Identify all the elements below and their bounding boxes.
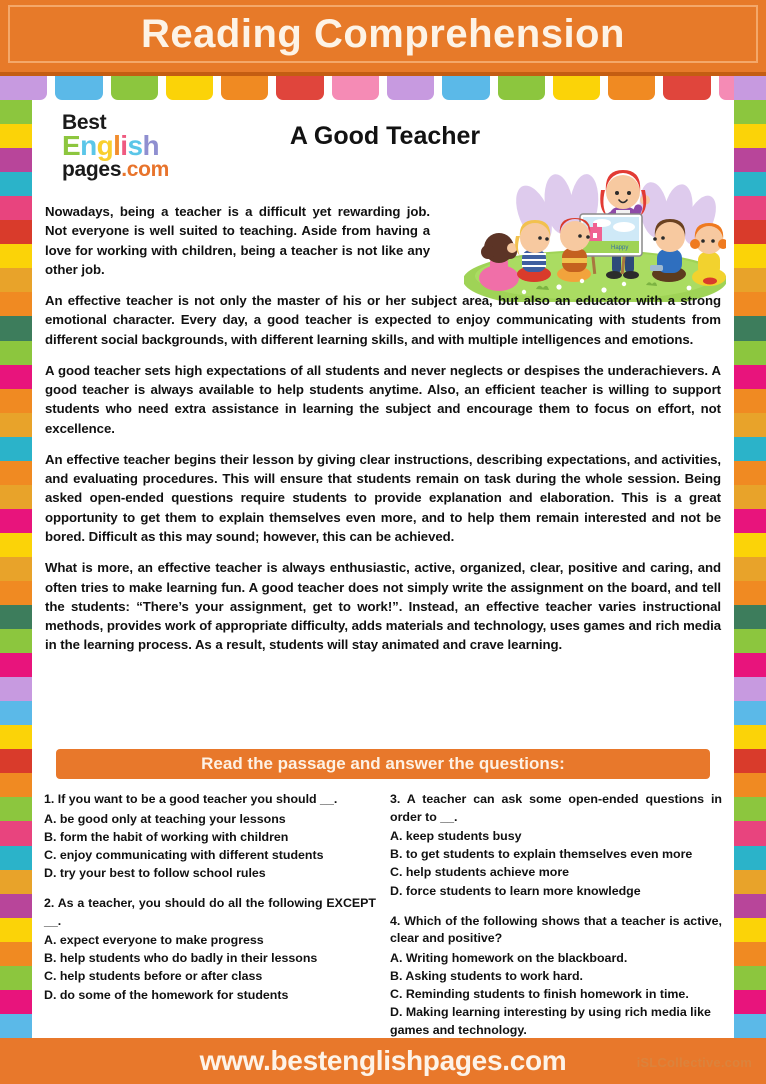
answer-option[interactable]: B. Asking students to work hard. [390,968,583,983]
decor-strip-band-9 [734,292,766,316]
passage-body [45,202,721,667]
decor-strip-band-23 [734,629,766,653]
decor-strip-band-26 [734,701,766,725]
answer-option[interactable]: A. keep students busy [390,829,522,844]
decor-strip-band-31 [734,821,766,845]
questions-section [44,791,722,1052]
logo-letter-4: i [120,130,128,161]
decor-strip-band-4 [734,172,766,196]
question-block-3 [390,791,722,900]
watermark-text: iSLCollective.com [636,1055,752,1070]
decor-strip-band-4 [0,172,32,196]
decor-strip-band-28 [0,749,32,773]
instruction-text: Read the passage and answer the questions: [201,754,565,773]
header-band [0,0,766,72]
decor-strip-band-16 [734,461,766,485]
decor-strip-band-12 [0,365,32,389]
answer-option[interactable]: D. try your best to follow school rules [44,865,266,880]
right-color-strip [734,76,766,1038]
decor-strip-band-19 [0,533,32,557]
answer-option[interactable]: C. Reminding students to finish homework in time. [390,987,689,1002]
question-block-1 [44,791,376,882]
logo-pages-text: pages [62,158,122,181]
answer-option[interactable]: C. help students before or after class [44,969,263,984]
decor-strip-band-22 [734,605,766,629]
decor-tab-4 [221,76,268,100]
questions-column-right [390,791,722,1052]
question-block-2 [44,895,376,1004]
decor-tab-6 [332,76,379,100]
decor-strip-band-8 [0,268,32,292]
decor-strip-band-30 [734,797,766,821]
decor-strip-band-7 [734,244,766,268]
logo-line-english [62,132,212,160]
decor-strip-band-39 [734,1014,766,1038]
answer-option[interactable]: B. form the habit of working with children [44,829,289,844]
decor-strip-band-6 [0,220,32,244]
decor-strip-band-28 [734,749,766,773]
answer-option[interactable]: A. Writing homework on the blackboard. [390,950,628,965]
decor-strip-band-0 [0,76,32,100]
decor-strip-band-24 [0,653,32,677]
decor-strip-band-1 [734,100,766,124]
content-area [40,104,726,1038]
passage-paragraph-5: What is more, an effective teacher is always enthusiastic, active, organized, clear, positive and caring, and often tries to make learning fun. A good teacher does not simply write the assignment on the board, and tell the students: “There’s your assignment, get to work!”. Instead, an effective teacher varies instructional methods, provides work of appropriate difficulty, adds materials and technology, uses games and rich media in the learning process. As a result, students will stay animated and crave learning. [45,560,721,653]
answer-option[interactable]: D. Making learning interesting by using rich media like games and technology. [390,1005,711,1038]
decor-strip-band-38 [0,990,32,1014]
logo-letter-5: s [127,130,143,161]
decor-tab-9 [498,76,545,100]
left-color-strip [0,76,32,1038]
decor-strip-band-38 [734,990,766,1014]
decor-strip-band-22 [0,605,32,629]
decor-strip-band-20 [734,557,766,581]
decor-strip-band-32 [0,846,32,870]
brand-logo [62,112,212,180]
decor-strip-band-17 [734,485,766,509]
decorative-tab-row [0,76,766,104]
decor-strip-band-35 [734,918,766,942]
decor-strip-band-7 [0,244,32,268]
decor-strip-band-14 [0,413,32,437]
decor-strip-band-11 [734,341,766,365]
answer-option[interactable]: D. do some of the homework for students [44,987,289,1002]
decor-strip-band-25 [734,677,766,701]
decor-strip-band-34 [734,894,766,918]
decor-strip-band-33 [734,870,766,894]
footer-band [0,1038,766,1084]
decor-strip-band-13 [0,389,32,413]
decor-strip-band-27 [734,725,766,749]
decor-strip-band-6 [734,220,766,244]
decor-strip-band-30 [0,797,32,821]
decor-strip-band-9 [0,292,32,316]
decor-strip-band-2 [0,124,32,148]
decor-strip-band-19 [734,533,766,557]
decor-tab-5 [276,76,323,100]
header-inner-frame [8,5,758,63]
svg-text:Happy: Happy [611,245,629,251]
decor-tab-11 [608,76,655,100]
decor-strip-band-24 [734,653,766,677]
decor-strip-band-14 [734,413,766,437]
decor-strip-band-11 [0,341,32,365]
decor-strip-band-21 [0,581,32,605]
decor-strip-band-12 [734,365,766,389]
answer-option[interactable]: B. to get students to explain themselves even more [390,847,693,862]
logo-line-pages [62,159,212,180]
decor-tab-12 [663,76,710,100]
decor-tab-1 [55,76,102,100]
decor-strip-band-37 [0,966,32,990]
logo-letter-3: l [113,130,121,161]
passage-paragraph-3: A good teacher sets high expectations of all students and never neglects or despises the underachievers. A good teacher is always available to help students anytime. Also, an efficient teacher is willing to support students who need extra assistance in learning the subject and encourage them to focus on effort, not excellence. [45,362,721,436]
page-title: Reading Comprehension [141,12,625,56]
decor-tab-10 [553,76,600,100]
decor-strip-band-1 [0,100,32,124]
decor-tab-7 [387,76,434,100]
logo-line-best: Best [62,111,107,134]
decor-strip-band-10 [734,316,766,340]
decor-strip-band-26 [0,701,32,725]
decor-strip-band-36 [734,942,766,966]
decor-strip-band-10 [0,316,32,340]
question-stem: 4. Which of the following shows that a teacher is active, clear and positive? [390,913,722,946]
decor-strip-band-23 [0,629,32,653]
decor-tab-2 [111,76,158,100]
decor-strip-band-0 [734,76,766,100]
decor-strip-band-39 [0,1014,32,1038]
passage-paragraph-2: An effective teacher is not only the master of his or her subject area, but also an educator with a strong emotional character. Every day, a good teacher is expected to enjoy communicating with students from different social backgrounds, with different learning skills, and with multiple intelligences and emotions. [45,293,721,347]
decor-strip-band-21 [734,581,766,605]
decor-strip-band-25 [0,677,32,701]
decor-strip-band-32 [734,846,766,870]
decor-strip-band-37 [734,966,766,990]
question-block-4 [390,913,722,1040]
decor-strip-band-36 [0,942,32,966]
decor-strip-band-17 [0,485,32,509]
answer-option[interactable]: A. expect everyone to make progress [44,933,264,948]
decor-strip-band-5 [0,196,32,220]
answer-option[interactable]: A. be good only at teaching your lessons [44,811,286,826]
logo-letter-1: n [80,130,97,161]
decor-strip-band-29 [734,773,766,797]
decor-strip-band-18 [734,509,766,533]
decor-strip-band-35 [0,918,32,942]
decor-strip-band-3 [0,148,32,172]
answer-option[interactable]: C. help students achieve more [390,865,570,880]
question-stem: 2. As a teacher, you should do all the following EXCEPT __. [44,896,376,928]
question-stem: 1. If you want to be a good teacher you should __. [44,792,338,806]
decor-strip-band-16 [0,461,32,485]
decor-strip-band-29 [0,773,32,797]
questions-column-left [44,791,376,1052]
decor-strip-band-15 [0,437,32,461]
decor-strip-band-20 [0,557,32,581]
decor-strip-band-8 [734,268,766,292]
decor-strip-band-5 [734,196,766,220]
passage-title: A Good Teacher [289,122,481,150]
answer-option[interactable]: C. enjoy communicating with different students [44,847,324,862]
decor-strip-band-31 [0,821,32,845]
decor-strip-band-15 [734,437,766,461]
decor-strip-band-2 [734,124,766,148]
question-stem: 3. A teacher can ask some open-ended questions in order to __. [390,792,722,824]
footer-website-url[interactable]: www.bestenglishpages.com [199,1045,567,1076]
decor-strip-band-33 [0,870,32,894]
decor-strip-band-27 [0,725,32,749]
passage-paragraph-1: Nowadays, being a teacher is a difficult yet rewarding job. Not everyone is well suited to teaching. Aside from having a love for working with children, being a teacher is not like any other job. [45,204,430,277]
decor-tab-3 [166,76,213,100]
decor-tab-8 [442,76,489,100]
answer-option[interactable]: B. help students who do badly in their lessons [44,951,318,966]
decor-strip-band-13 [734,389,766,413]
decor-strip-band-18 [0,509,32,533]
logo-letter-6: h [142,130,159,161]
instruction-banner [56,749,710,779]
logo-dotcom-text: .com [121,158,170,181]
answer-option[interactable]: D. force students to learn more knowledge [390,883,641,898]
decor-strip-band-34 [0,894,32,918]
passage-paragraph-4: An effective teacher begins their lesson by giving clear instructions, describing expectations, and activities, and evaluating procedures. This will ensure that students remain on task during the whole session. Being asked open-ended questions require students to provide explanation and elaboration. This is a great opportunity to get them to explain themselves even more, and to help them remain interested and not be bored. Difficult as this may sound; however, this can be achieved. [45,451,721,544]
logo-letter-0: E [62,130,81,161]
logo-letter-2: g [96,130,114,161]
decor-strip-band-3 [734,148,766,172]
